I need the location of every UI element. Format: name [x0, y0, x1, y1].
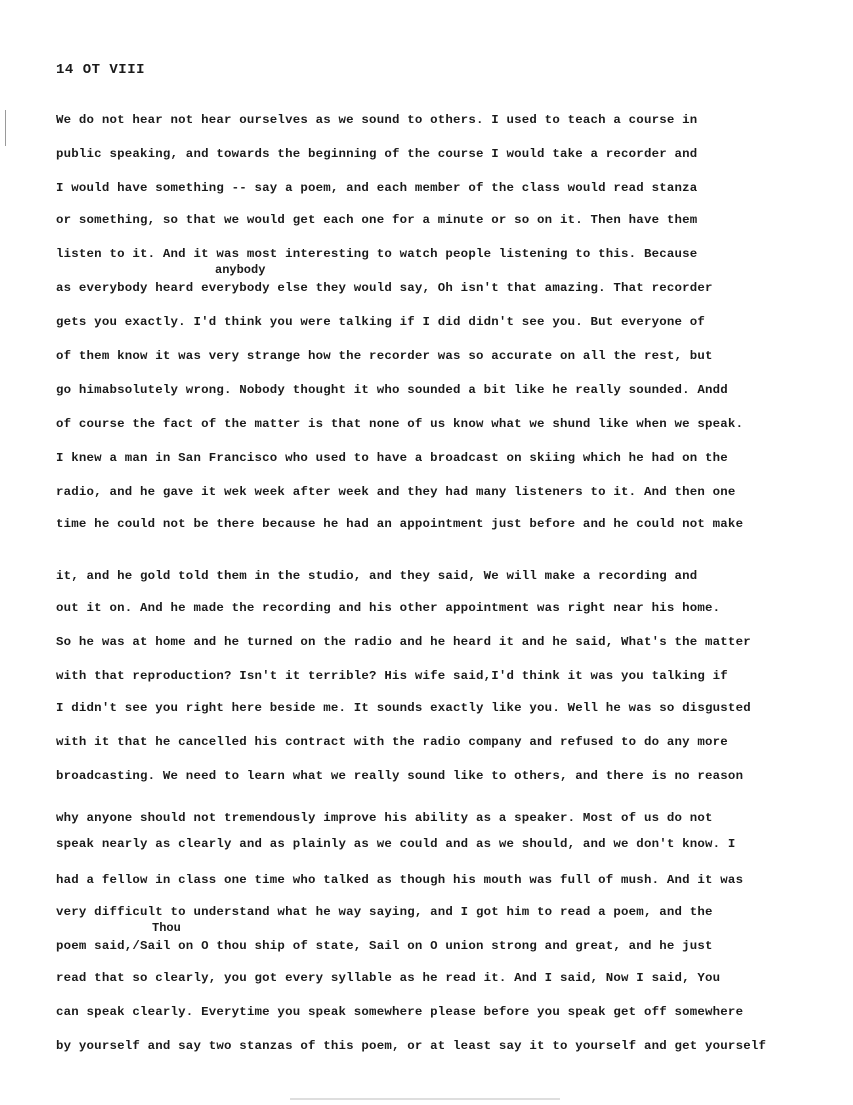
text-line: time he could not be there because he had an appointment just before and he could not make — [56, 517, 744, 531]
margin-mark — [5, 110, 6, 146]
text-line: or something, so that we would get each one for a minute or so on it. Then have them — [56, 213, 698, 227]
interlinear-insert-anybody: anybody — [215, 263, 266, 277]
text-line: as everybody heard everybody else they would say, Oh isn't that amazing. That recorder — [56, 281, 713, 295]
text-line: poem said,/Sail on O thou ship of state, Sail on O union strong and great, and he just — [56, 939, 713, 953]
text-line: I didn't see you right here beside me. It sounds exactly like you. Well he was so disgusted — [56, 701, 751, 715]
interlinear-insert-thou: Thou — [152, 921, 181, 935]
text-line: by yourself and say two stanzas of this poem, or at least say it to yourself and get yourself — [56, 1039, 767, 1053]
text-line: We do not hear not hear ourselves as we sound to others. I used to teach a course in — [56, 113, 698, 127]
text-line: I would have something -- say a poem, and each member of the class would read stanza — [56, 181, 698, 195]
text-line: with it that he cancelled his contract with the radio company and refused to do any more — [56, 735, 728, 749]
text-line: with that reproduction? Isn't it terrible? His wife said,I'd think it was you talking if — [56, 669, 728, 683]
text-line: read that so clearly, you got every syllable as he read it. And I said, Now I said, You — [56, 971, 721, 985]
text-line: broadcasting. We need to learn what we really sound like to others, and there is no reason — [56, 769, 744, 783]
text-line: public speaking, and towards the beginning of the course I would take a recorder and — [56, 147, 698, 161]
text-line: So he was at home and he turned on the radio and he heard it and he said, What's the matter — [56, 635, 751, 649]
text-line: I knew a man in San Francisco who used to have a broadcast on skiing which he had on the — [56, 451, 728, 465]
text-line: out it on. And he made the recording and his other appointment was right near his home. — [56, 601, 721, 615]
text-line: listen to it. And it was most interesting to watch people listening to this. Because — [56, 247, 698, 261]
text-line: gets you exactly. I'd think you were talking if I did didn't see you. But everyone of — [56, 315, 706, 329]
page-header: 14 OT VIII — [56, 62, 146, 78]
text-line: why anyone should not tremendously improve his ability as a speaker. Most of us do not — [56, 811, 713, 825]
text-line: can speak clearly. Everytime you speak somewhere please before you speak get off somewhere — [56, 1005, 744, 1019]
text-line: speak nearly as clearly and as plainly as we could and as we should, and we don't know. I — [56, 837, 736, 851]
text-line: of them know it was very strange how the recorder was so accurate on all the rest, but — [56, 349, 713, 363]
bottom-smudge — [290, 1098, 560, 1100]
text-line: it, and he gold told them in the studio, and they said, We will make a recording and — [56, 569, 698, 583]
text-line: very difficult to understand what he way saying, and I got him to read a poem, and the — [56, 905, 713, 919]
text-line: radio, and he gave it wek week after week and they had many listeners to it. And then one — [56, 485, 736, 499]
text-line: go himabsolutely wrong. Nobody thought it who sounded a bit like he really sounded. Andd — [56, 383, 728, 397]
text-line: of course the fact of the matter is that none of us know what we shund like when we speak. — [56, 417, 744, 431]
text-line: had a fellow in class one time who talked as though his mouth was full of mush. And it was — [56, 873, 744, 887]
